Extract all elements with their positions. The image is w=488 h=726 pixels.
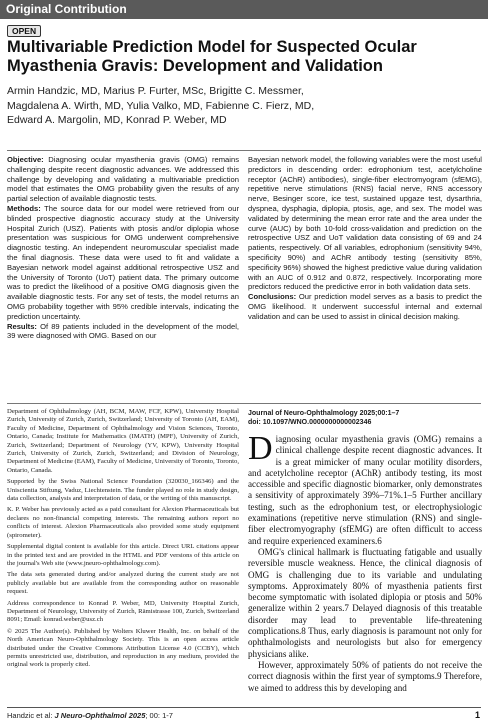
author-list bbox=[7, 84, 483, 128]
body-paragraph: Diagnosing ocular myasthenia gravis (OMG) remains a clinical challenge despite recent diagnostic advances. It is a great mimicker of many ocular motility disorders, and acetylcholine receptor (AChR) antibody testing, its most accessible and specific diagnostic biomarker, only demonstrates a sensitivity of approximately 39%–71%.1–5 Further ancillary testing, such as the edrophonium test, or electrophysiologic examinations (repetitive nerve stimulation (RNS) and single-fiber electromyography (sfEMG) are often difficult to access and require experienced examiners.6 bbox=[248, 430, 482, 546]
page-number: 1 bbox=[474, 710, 480, 720]
abstract-conclusions bbox=[248, 292, 482, 321]
section-label: Original Contribution bbox=[6, 2, 127, 16]
abstract-results bbox=[7, 322, 239, 342]
doi-link[interactable]: doi: 10.1097/WNO.0000000000002346 bbox=[248, 419, 372, 426]
data-availability-text: The data sets generated during and/or analyzed during the current study are not publicly available but are available from the corresponding author on reasonable request. bbox=[7, 571, 239, 596]
supplemental-text: Supplemental digital content is available for this article. Direct URL citations appear in the printed text and are provided in the HTML and PDF versions of this article on the journal's Web site (www.jneuro-ophthalmology.com). bbox=[7, 543, 239, 567]
author-line: Armin Handzic, MD, Marius P. Furter, MSc, Brigitte C. Messmer, bbox=[7, 85, 304, 97]
journal-citation: Journal of Neuro-Ophthalmology 2025;00:1–7 bbox=[248, 410, 400, 417]
open-access-badge: OPEN bbox=[7, 25, 41, 37]
footer-authors: Handzic et al: bbox=[7, 711, 55, 720]
abstract-divider bbox=[7, 403, 481, 404]
running-footer bbox=[7, 711, 173, 720]
body-paragraph: However, approximately 50% of patients do not receive the correct diagnosis within the first year of symptoms.9 Therefore, we aimed to address this by developing and bbox=[248, 659, 482, 693]
results-label: Results: bbox=[7, 321, 37, 331]
abstract-left-column bbox=[7, 155, 239, 341]
footer-pages: ; 00: 1-7 bbox=[145, 711, 173, 720]
author-line: Magdalena A. Wirth, MD, Yulia Valko, MD, Fabienne C. Fierz, MD, bbox=[7, 99, 315, 112]
funding-text: Supported by the Swiss National Science Foundation (320030_166346) and the Uniscientia Stiftung, Vaduz, Liechtenstein. The funder played no role in study design, data collection, analysis and interpretation of data, or the writing of this manuscript. bbox=[7, 478, 239, 503]
conclusions-text: Our prediction model serves as a basis to predict the OMG likelihood. It underwent successful internal and external validation and can be used to assist in clinical decision making. bbox=[248, 292, 482, 321]
methods-label: Methods: bbox=[7, 203, 41, 213]
introduction-text bbox=[248, 430, 482, 694]
results-text: Of 89 patients included in the development of the model, 39 were diagnosed with OMG. Based on our bbox=[7, 321, 239, 341]
copyright-text: © 2025 The Author(s). Published by Wolters Kluwer Health, Inc. on behalf of the North American Neuro-Ophthalmology Society. This is an open access article distributed under the Creative Commons Attribution License 4.0 (CCBY), which permits unrestricted use, distribution, and reproduction in any medium, provided the original work is properly cited. bbox=[7, 627, 239, 669]
abstract-methods bbox=[7, 204, 239, 322]
abstract-right-column bbox=[248, 155, 482, 322]
objective-label: Objective: bbox=[7, 155, 44, 164]
affiliations-text: Department of Ophthalmology (AH, BCM, MAW, FCF, KPW), University Hospital Zurich, University of Zurich, Zurich, Switzerland; University of Toronto (AH, EAM), Faculty of Medicine, Department of Ophthalmology and Vision Sciences, Toronto, Ontario, Canada; Institute for Mathematics (IMATH) (MPF), University of Zurich, Zurich, Switzerland; Department of Neurology (YV, KPW), University Hospital Zurich, University of Zurich, Zurich, Switzerland; and Division of Neurology, Department of Medicine (EAM), Faculty of Medicine, University of Toronto, Toronto, Ontario, Canada. bbox=[7, 408, 239, 474]
journal-reference bbox=[248, 409, 482, 427]
conflicts-text: K. P. Weber has previously acted as a paid consultant for Alexion Pharmaceuticals but declares no non-financial competing interests. The remaining authors report no conflicts of interest. Alexion Pharmaceuticals also provided some study equipment (spirometer). bbox=[7, 506, 239, 539]
footer-journal: J Neuro-Ophthalmol 2025 bbox=[54, 711, 146, 720]
footer-divider bbox=[7, 707, 481, 708]
correspondence-text: Address correspondence to Konrad P. Weber, MD, University Hospital Zurich, Department of Neurology, University of Zurich, Rämistrasse 100, Zurich, Switzerland 8091; Email: konrad.weber@usz.ch bbox=[7, 599, 239, 624]
affiliations-block bbox=[7, 408, 239, 673]
body-paragraph: OMG's clinical hallmark is fluctuating fatigable and usually reversible muscle weakness. Hence, the clinical diagnosis of OMG is challenging due to its variable and undulating symptoms. Approximately 80% of myasthenia patients first become symptomatic with isolated diplopia or ptosis and 50% generalize within 2 years.7 Delayed diagnosis of this treatable disorder may lead to preventable life-threatening complications.8 Thus, early diagnosis is paramount not only for ophthalmologists and neurologists but also for emergency physicians alike. bbox=[248, 546, 482, 659]
article-title: Multivariable Prediction Model for Suspected Ocular Myasthenia Gravis: Development and Validation bbox=[7, 38, 417, 75]
methods-text: The source data for our model were retrieved from our blinded prospective diagnostic accuracy study at the University Hospital Zurich (USZ). Patients with ptosis and/or diplopia whose presentation was suspicious for OMG underwent comprehensive diagnostic testing. An independent neuromuscular specialist made the final diagnosis. These data were used to fit and validate a Bayesian network model against additional retrospective USZ and the University of Toronto (UoT) patient data. The primary outcome was to predict the likelihood of a positive OMG diagnosis given the available diagnostic tests. For any set of tests, the model returns an OMG probability together with 95% credible intervals, indicating the prediction uncertainty. bbox=[7, 203, 239, 321]
header-divider bbox=[7, 150, 481, 151]
section-banner bbox=[0, 0, 488, 19]
conclusions-label: Conclusions: bbox=[248, 292, 297, 302]
objective-text: Diagnosing ocular myasthenia gravis (OMG) remains challenging despite recent diagnostic advances. We addressed this challenge by developing and validating a multivariable prediction model that estimates the OMG probability given the results of any partial selection of available diagnostic tests. bbox=[7, 155, 239, 204]
drop-cap: D bbox=[248, 430, 273, 467]
author-line: Edward A. Margolin, MD, Konrad P. Weber, MD bbox=[7, 114, 227, 126]
abstract-objective bbox=[7, 155, 239, 204]
abstract-results-continued: Bayesian network model, the following variables were the most useful predictors in descending order: edrophonium test, acetylcholine receptor (AChR) antibodies), single-fiber electromyogram (sfEMG), repetitive nerve stimulations (RNS) facial nerve, RNS accessory nerve, Besinger score, ice test, sustained upgaze test, dysarthria, dyspnea, dysphagia, diplopia, ptosis, age, and sex. The model was validated by determining the mean error rate and the area under the curve (AUC) by both 10-fold cross-validation and prediction on the retrospective USZ and UoT validation data consisting of 69 and 24 patients, respectively. Of all variables, edrophonium (sensitivity 94%, specificity 90%) and AChR antibody testing (sensitivity 85%, specificity 96%) showed the highest predictive value during validation with an AUC of 0.912 and 0.872, respectively. Incorporating more predictors reduced the predictive error in both validation data sets. bbox=[248, 155, 482, 292]
